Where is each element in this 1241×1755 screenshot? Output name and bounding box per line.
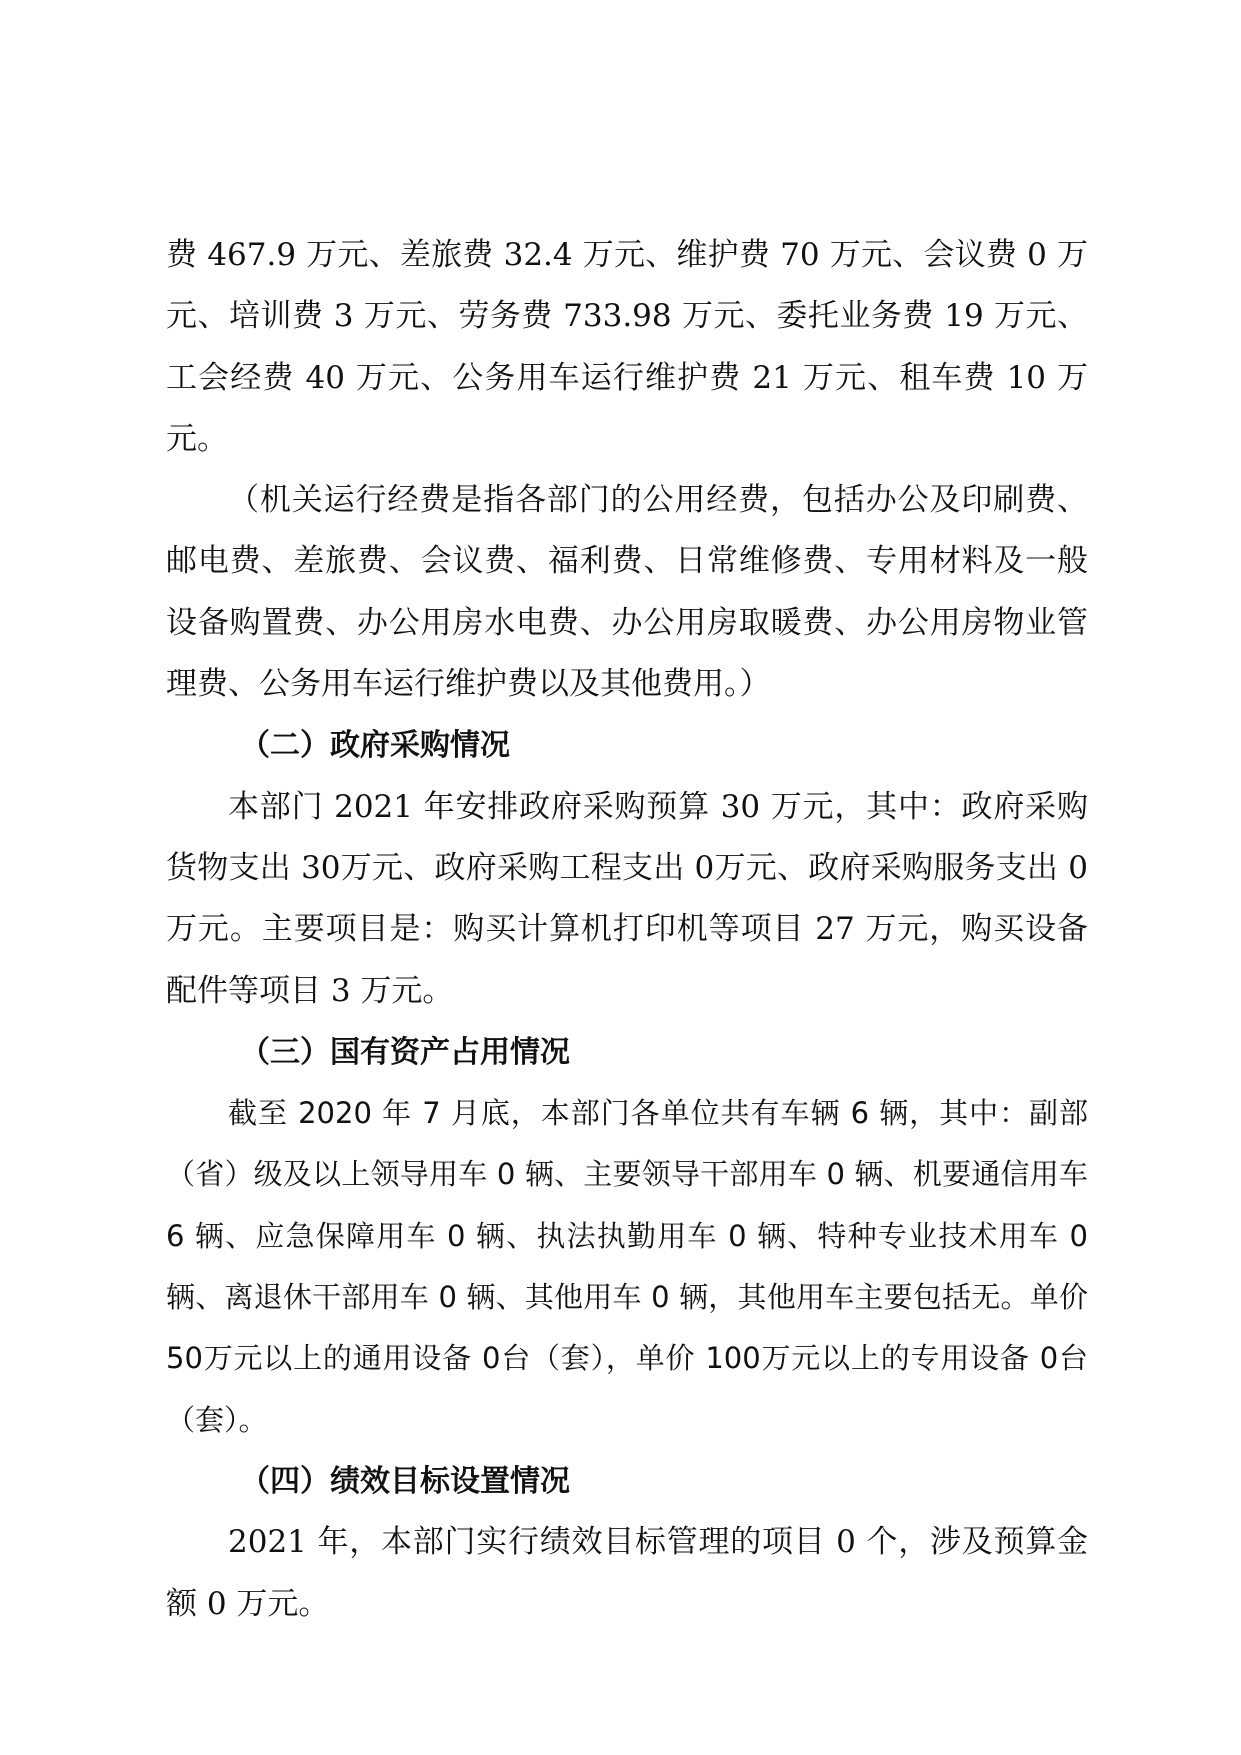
paragraph-operating-funds-definition: （机关运行经费是指各部门的公用经费，包括办公及印刷费、邮电费、差旅费、会议费、福利费、日常维修费、专用材料及一般设备购置费、办公用房水电费、办公用房取暖费、办公用房物业管理费、公务用车运行维护费以及其他费用。） [166, 482, 1088, 703]
paragraph-expense-breakdown: 费 467.9 万元、差旅费 32.4 万元、维护费 70 万元、会议费 0 万元、培训费 3 万元、劳务费 733.98 万元、委托业务费 19 万元、工会经费 40 万元、公务用车运行维护费 21 万元、租车费 10 万元。 [166, 237, 1088, 457]
paragraph-performance-targets: 2021 年，本部门实行绩效目标管理的项目 0 个，涉及预算金额 0 万元。 [166, 1524, 1088, 1622]
paragraph-government-procurement: 本部门 2021 年安排政府采购预算 30 万元，其中：政府采购货物支出 30万元、政府采购工程支出 0万元、政府采购服务支出 0万元。主要项目是：购买计算机打印机等项目 27 万元，购买设备配件等项目 3 万元。 [166, 788, 1088, 1009]
heading-state-assets: （三）国有资产占用情况 [240, 1034, 570, 1070]
paragraph-state-assets: 截至 2020 年 7 月底，本部门各单位共有车辆 6 辆，其中：副部（省）级及以上领导用车 0 辆、主要领导干部用车 0 辆、机要通信用车 6 辆、应急保障用车 0 辆、执法执勤用车 0 辆、特种专业技术用车 0 辆、离退休干部用车 0 辆、其他用车 0 辆，其他用车主要包括无。单价 50万元以上的通用设备 0台（套），单价 100万元以上的专用设备 0台（套）。 [166, 1096, 1088, 1437]
heading-government-procurement: （二）政府采购情况 [240, 728, 510, 764]
heading-performance-targets: （四）绩效目标设置情况 [240, 1463, 570, 1499]
document-body [166, 225, 1088, 1635]
